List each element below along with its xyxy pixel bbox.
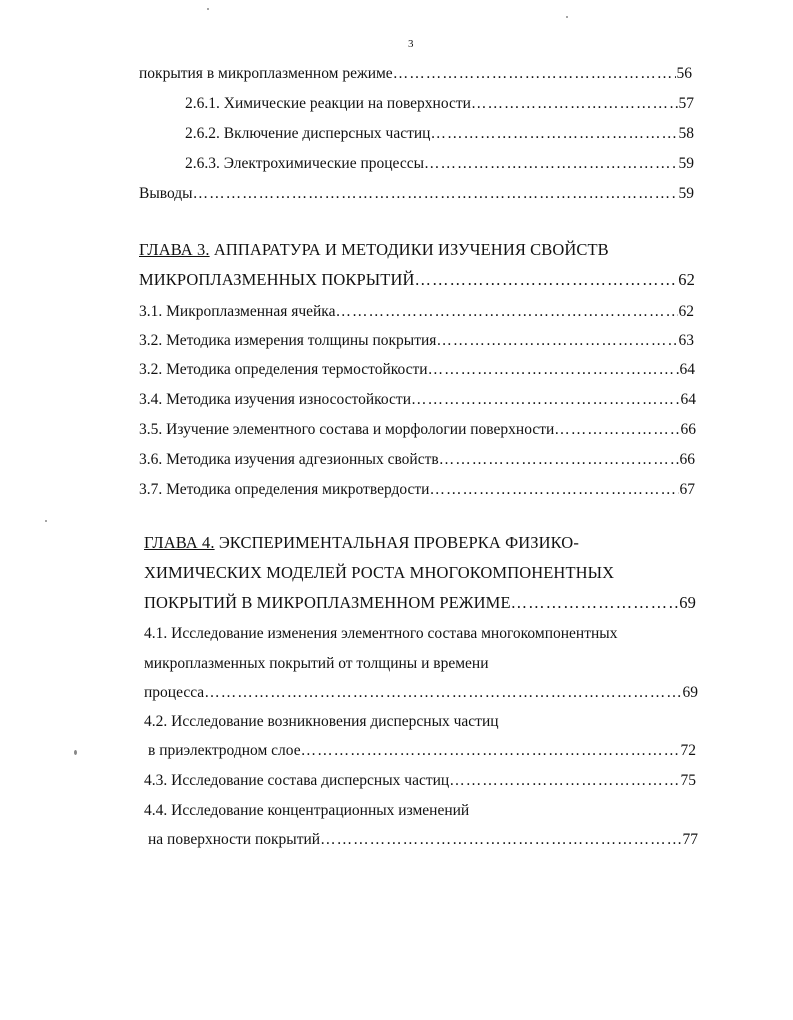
section-44-line2: на поверхности покрытий — [148, 831, 321, 848]
entry-text: 3.2. Методика измерения толщины покрытия — [139, 332, 437, 349]
toc-entry — [139, 360, 695, 380]
toc-entry — [185, 154, 694, 174]
entry-text: 3.2. Методика определения термостойкости — [139, 361, 428, 378]
chapter4-heading-line1 — [144, 533, 704, 553]
chapter3-page: 62 — [678, 270, 695, 289]
toc-entry — [185, 124, 694, 144]
entry-text: 2.6.2. Включение дисперсных частиц — [185, 125, 431, 142]
toc-entry — [139, 331, 694, 351]
leader-dots — [193, 184, 678, 204]
entry-text: Выводы — [139, 185, 193, 202]
section-41-line2: микроплазменных покрытий от толщины и времени — [144, 655, 489, 672]
entry-text: 3.7. Методика определения микротвердости — [139, 481, 430, 498]
leader-dots — [411, 390, 680, 410]
entry-page: 67 — [679, 481, 695, 498]
toc-entry — [148, 741, 696, 761]
entry-page: 66 — [680, 421, 696, 438]
section-41-line1: 4.1. Исследование изменения элементного состава многокомпонентных — [144, 625, 618, 642]
entry-page: 57 — [678, 95, 694, 112]
chapter3-heading-line2 — [139, 270, 695, 290]
entry-text: покрытия в микроплазменном режиме — [139, 65, 393, 82]
toc-entry — [148, 830, 698, 850]
leader-dots — [511, 593, 679, 613]
entry-text: 2.6.1. Химические реакции на поверхности — [185, 95, 471, 112]
leader-dots — [428, 360, 679, 380]
leader-dots — [204, 683, 681, 703]
chapter3-heading-line1 — [139, 240, 699, 260]
chapter3-label: ГЛАВА 3. — [139, 240, 210, 259]
entry-page: 63 — [678, 332, 694, 349]
toc-entry — [144, 771, 696, 791]
toc-entry — [139, 390, 696, 410]
toc-entry — [144, 683, 698, 703]
toc-entry — [139, 480, 695, 500]
chapter4-label: ГЛАВА 4. — [144, 533, 215, 552]
entry-text: 3.1. Микроплазменная ячейка — [139, 303, 336, 320]
leader-dots — [320, 830, 681, 850]
toc-entry — [139, 184, 694, 204]
chapter4-heading-line3 — [144, 593, 696, 613]
entry-text: 3.4. Методика изучения износостойкости — [139, 391, 411, 408]
chapter3-title-line1: АППАРАТУРА И МЕТОДИКИ ИЗУЧЕНИЯ СВОЙСТВ — [209, 240, 609, 259]
entry-page: 62 — [678, 303, 694, 320]
leader-dots — [424, 154, 678, 174]
entry-page: 77 — [682, 831, 698, 848]
scan-speck — [45, 520, 47, 522]
section-44-line1: 4.4. Исследование концентрационных изменений — [144, 802, 470, 819]
section-42-line2: в приэлектродном слое — [148, 742, 301, 759]
scan-speck — [566, 16, 568, 18]
entry-page: 59 — [678, 185, 694, 202]
entry-page: 59 — [678, 155, 694, 172]
chapter4-title-line3: ПОКРЫТИЙ В МИКРОПЛАЗМЕННОМ РЕЖИМЕ — [144, 593, 511, 612]
toc-entry — [139, 450, 695, 470]
leader-dots — [436, 331, 677, 351]
leader-dots — [429, 480, 678, 500]
chapter4-title-line2: ХИМИЧЕСКИХ МОДЕЛЕЙ РОСТА МНОГОКОМПОНЕНТНЫХ — [144, 563, 615, 582]
scan-speck — [207, 8, 209, 10]
entry-text: 3.6. Методика изучения адгезионных свойств — [139, 451, 439, 468]
leader-dots — [393, 64, 676, 84]
entry-text: 3.5. Изучение элементного состава и морфологии поверхности — [139, 421, 555, 438]
toc-entry — [185, 94, 694, 114]
chapter3-title-line2: МИКРОПЛАЗМЕННЫХ ПОКРЫТИЙ — [139, 270, 415, 289]
leader-dots — [430, 124, 677, 144]
leader-dots — [554, 420, 679, 440]
entry-page: 64 — [679, 361, 695, 378]
toc-entry — [139, 64, 692, 84]
toc-entry — [139, 420, 696, 440]
section-43-line1: 4.3. Исследование состава дисперсных частиц — [144, 772, 450, 789]
entry-page: 66 — [679, 451, 695, 468]
entry-page: 75 — [680, 772, 696, 789]
entry-page: 72 — [680, 742, 696, 759]
leader-dots — [301, 741, 680, 761]
leader-dots — [449, 771, 679, 791]
entry-page: 64 — [680, 391, 696, 408]
leader-dots — [471, 94, 678, 114]
entry-page: 56 — [676, 65, 692, 82]
entry-page: 69 — [682, 684, 698, 701]
section-42-line1: 4.2. Исследование возникновения дисперсных частиц — [144, 713, 499, 730]
scan-speck — [74, 750, 77, 755]
entry-page: 58 — [678, 125, 694, 142]
entry-text: 2.6.3. Электрохимические процессы — [185, 155, 424, 172]
leader-dots — [415, 270, 678, 290]
toc-entry — [139, 302, 694, 322]
chapter4-page: 69 — [679, 593, 696, 612]
section-41-line3: процесса — [144, 684, 205, 701]
leader-dots — [439, 450, 679, 470]
chapter4-title-line1: ЭКСПЕРИМЕНТАЛЬНАЯ ПРОВЕРКА ФИЗИКО- — [214, 533, 579, 552]
leader-dots — [335, 302, 677, 322]
page-number: 3 — [408, 38, 414, 50]
chapter4-heading-line2 — [144, 563, 704, 583]
